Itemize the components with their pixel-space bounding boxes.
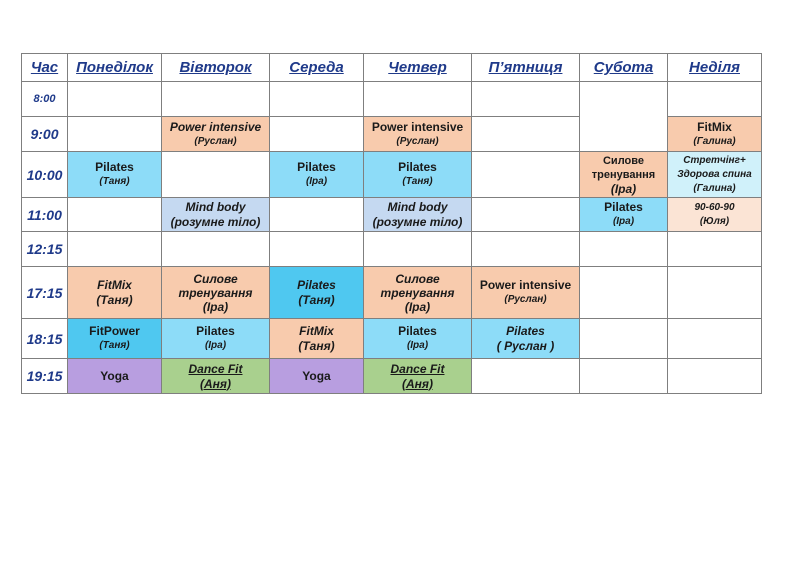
row-1715: [22, 267, 762, 319]
row-0800: [22, 82, 762, 117]
class-trainer: (розумне тіло): [170, 215, 261, 229]
empty-cell: [472, 82, 580, 117]
class-name: Yoga: [100, 368, 129, 383]
class-name: Pilates: [196, 324, 235, 338]
class-trainer: (Іра): [202, 299, 229, 314]
class-name: Pilates: [95, 160, 134, 174]
class-trainer: (Таня): [402, 176, 433, 187]
class-cell-fitpower: [68, 319, 162, 359]
row-1215: [22, 232, 762, 267]
class-cell-pilates: [270, 152, 364, 198]
class-name: Yoga: [302, 368, 331, 383]
header-tuesday: Вівторок: [162, 54, 270, 82]
empty-cell: [472, 117, 580, 152]
empty-cell: [668, 232, 762, 267]
empty-cell: [68, 232, 162, 267]
class-name-line1: Стретчінг+: [683, 154, 746, 166]
time-cell: 17:15: [22, 267, 68, 319]
class-cell-pilates: [270, 267, 364, 319]
empty-cell: [270, 232, 364, 267]
class-trainer: (Таня): [96, 293, 133, 307]
class-trainer: (Іра): [305, 176, 328, 187]
class-cell-power-intensive: [162, 117, 270, 152]
class-cell-strength-training: [364, 267, 472, 319]
class-name: Pilates: [506, 324, 545, 338]
empty-cell: [270, 198, 364, 232]
time-cell: 10:00: [22, 152, 68, 198]
class-name: FitPower: [89, 324, 140, 338]
class-cell-mind-body: [162, 198, 270, 232]
empty-cell: [580, 232, 668, 267]
class-cell-power-intensive: [364, 117, 472, 152]
class-name: Pilates: [297, 278, 336, 292]
class-cell-pilates: [580, 198, 668, 232]
class-name: Pilates: [297, 160, 336, 174]
row-1100: [22, 198, 762, 232]
class-cell-yoga: [270, 359, 364, 394]
empty-cell: [668, 359, 762, 394]
class-cell-pilates: [472, 319, 580, 359]
empty-cell: [68, 198, 162, 232]
empty-cell: [364, 232, 472, 267]
class-cell-mind-body: [364, 198, 472, 232]
header-row: [22, 54, 762, 82]
class-name: FitMix: [299, 324, 334, 338]
row-1000: [22, 152, 762, 198]
empty-cell: [162, 152, 270, 198]
empty-cell: [580, 82, 668, 152]
class-name-line2: тренування: [178, 285, 253, 300]
header-monday: Понеділок: [68, 54, 162, 82]
empty-cell: [162, 232, 270, 267]
header-time: Час: [22, 54, 68, 82]
class-trainer: (Юля): [699, 216, 730, 227]
class-name-line2: тренування: [591, 168, 656, 181]
class-name: 90-60-90: [694, 202, 735, 213]
class-cell-fitmix: [668, 117, 762, 152]
row-1815: [22, 319, 762, 359]
class-trainer: (розумне тіло): [372, 215, 463, 229]
class-trainer: (Таня): [99, 340, 130, 351]
class-cell-stretching: [668, 152, 762, 198]
class-name-line2: Здорова спина: [677, 168, 752, 180]
class-name: Mind body: [387, 200, 448, 214]
class-name: Power intensive: [169, 119, 262, 134]
time-cell: 9:00: [22, 117, 68, 152]
empty-cell: [472, 152, 580, 198]
class-name: Dance Fit: [390, 361, 445, 376]
empty-cell: [270, 117, 364, 152]
class-trainer: (Іра): [204, 340, 227, 351]
class-trainer: (Іра): [610, 181, 637, 196]
class-cell-strength-training: [580, 152, 668, 198]
class-trainer: (Галина): [693, 182, 736, 194]
class-trainer: (Руслан): [396, 135, 439, 147]
header-sunday: Неділя: [668, 54, 762, 82]
class-trainer: (Таня): [298, 339, 335, 353]
class-cell-fitmix: [68, 267, 162, 319]
header-wednesday: Середа: [270, 54, 364, 82]
class-trainer: (Таня): [99, 176, 130, 187]
class-cell-pilates: [364, 152, 472, 198]
time-cell: 12:15: [22, 232, 68, 267]
class-name: Power intensive: [371, 119, 464, 134]
class-trainer: (Галина): [693, 135, 736, 147]
class-cell-dance-fit: [364, 359, 472, 394]
time-cell: 18:15: [22, 319, 68, 359]
class-name: Pilates: [398, 160, 437, 174]
class-cell-pilates: [68, 152, 162, 198]
class-trainer: (Аня): [200, 376, 231, 391]
class-name-line1: Силове: [193, 271, 238, 286]
class-cell-fitmix: [270, 319, 364, 359]
time-cell: 11:00: [22, 198, 68, 232]
time-cell: 19:15: [22, 359, 68, 394]
header-saturday: Субота: [580, 54, 668, 82]
empty-cell: [270, 82, 364, 117]
class-trainer: (Руслан): [504, 294, 547, 305]
class-trainer: (Іра): [612, 216, 635, 227]
schedule-table: [21, 53, 762, 394]
empty-cell: [580, 267, 668, 319]
empty-cell: [668, 319, 762, 359]
class-name-line2: тренування: [380, 285, 455, 300]
empty-cell: [472, 198, 580, 232]
class-cell-dance-fit: [162, 359, 270, 394]
class-cell-pilates: [364, 319, 472, 359]
class-name: Pilates: [398, 324, 437, 338]
class-cell-power-intensive: [472, 267, 580, 319]
empty-cell: [668, 267, 762, 319]
empty-cell: [668, 82, 762, 117]
class-trainer: (Руслан): [194, 135, 237, 147]
empty-cell: [580, 319, 668, 359]
empty-cell: [68, 117, 162, 152]
class-trainer: ( Руслан ): [496, 339, 555, 353]
class-cell-pilates: [162, 319, 270, 359]
header-thursday: Четвер: [364, 54, 472, 82]
empty-cell: [162, 82, 270, 117]
class-name: Dance Fit: [188, 361, 243, 376]
time-cell: 8:00: [22, 82, 68, 117]
class-name-line1: Силове: [395, 271, 440, 286]
class-name: FitMix: [97, 278, 132, 292]
class-cell-yoga: [68, 359, 162, 394]
class-name: Pilates: [604, 200, 643, 214]
class-name: Power intensive: [479, 278, 572, 292]
class-trainer: (Аня): [402, 376, 433, 391]
class-trainer: (Іра): [406, 340, 429, 351]
class-cell-90-60-90: [668, 198, 762, 232]
class-cell-strength-training: [162, 267, 270, 319]
class-name: FitMix: [697, 119, 732, 134]
empty-cell: [472, 232, 580, 267]
empty-cell: [472, 359, 580, 394]
empty-cell: [364, 82, 472, 117]
class-name: Mind body: [185, 200, 246, 214]
class-trainer: (Іра): [404, 299, 431, 314]
row-1915: [22, 359, 762, 394]
class-trainer: (Таня): [298, 293, 335, 307]
empty-cell: [580, 359, 668, 394]
empty-cell: [68, 82, 162, 117]
header-friday: П’ятниця: [472, 54, 580, 82]
class-name-line1: Силове: [602, 154, 644, 167]
